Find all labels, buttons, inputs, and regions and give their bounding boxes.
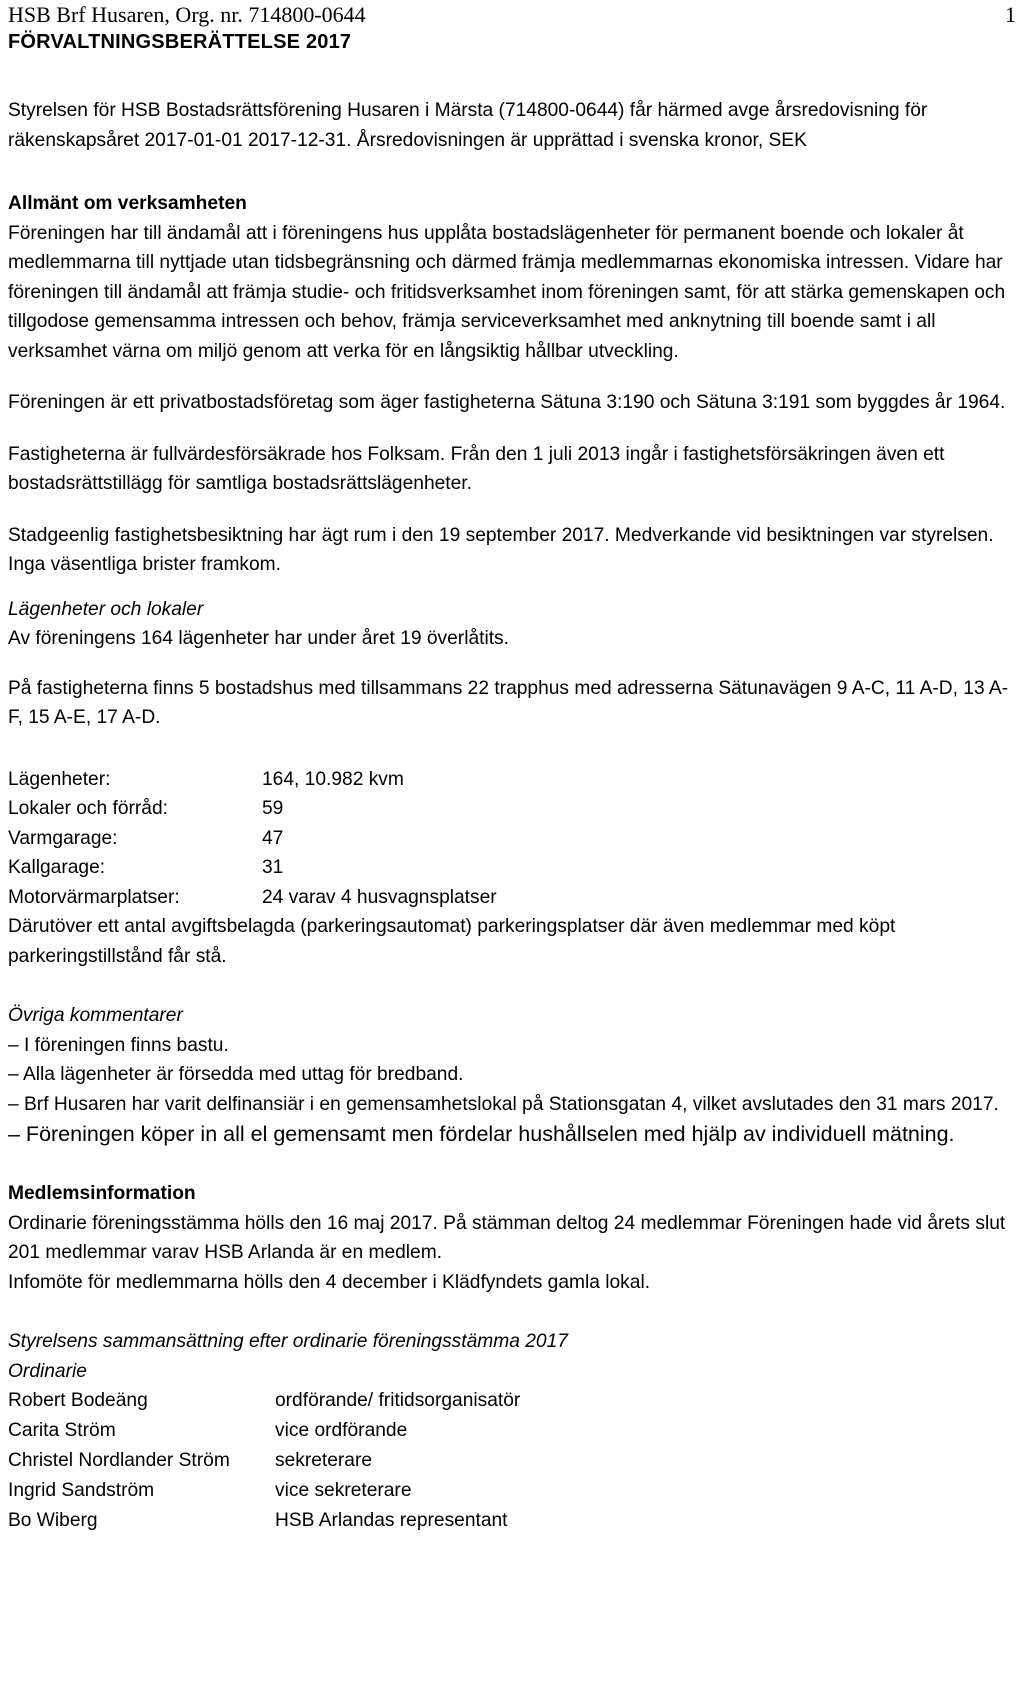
paragraph-adresser: På fastigheterna finns 5 bostadshus med tillsammans 22 trapphus med adresserna Sätunavägen 9 A-C, 11 A-D, 13 A-F, 15 A-E, 17 A-D. [8,677,1009,728]
section-heading-medlemsinformation: Medlemsinformation [8,1183,196,1204]
member-name: Bo Wiberg [8,1510,98,1531]
stat-label: Kallgarage: [8,857,106,878]
stat-value: 47 [262,827,284,849]
board-member-row [8,1416,1016,1446]
stat-row [8,883,1016,913]
page-number: 1 [1005,2,1016,27]
paragraph-infomote: Infomöte för medlemmarna hölls den 4 december i Klädfyndets gamla lokal. [8,1271,651,1293]
paragraph-andamal: Föreningen har till ändamål att i föreningens hus upplåta bostadslägenheter för permanent boende och lokaler åt medlemmarna till nyttjade utan tidsbegränsning och därmed främja medlemmarnas ekonomiska intressen. Vidare har föreningen till ändamål att främja studie- och fritidsverksamhet inom föreningen samt, för att stärka gemenskapen och tillgodose gemensamma intressen och behov, främja serviceverksamhet med anknytning till boende samt i all verksamhet värna om miljö genom att verka för en långsiktig hållbar utveckling. [8,222,1006,362]
member-name: Ingrid Sandström [8,1480,155,1501]
report-title: FÖRVALTNINGSBERÄTTELSE 2017 [8,31,352,53]
stat-label: Varmgarage: [8,827,118,849]
board-member-row [8,1386,1016,1416]
section-heading-styrelse: Styrelsens sammansättning efter ordinarie föreningsstämma 2017 [8,1331,568,1352]
stat-row [8,824,1016,854]
member-name: Robert Bodeäng [8,1390,148,1411]
section-heading-lagenheter: Lägenheter och lokaler [8,598,204,620]
list-item: – Alla lägenheter är försedda med uttag för bredband. [8,1064,464,1085]
list-item: – I föreningen finns bastu. [8,1034,229,1056]
board-members [8,1386,1016,1536]
paragraph-parkering: Därutöver ett antal avgiftsbelagda (parkeringsautomat) parkeringsplatser där även medlemmar med köpt parkeringstillstånd får stå. [8,916,896,967]
stat-value: 59 [262,798,284,819]
stat-row [8,853,1016,883]
member-role: sekreterare [275,1450,373,1471]
member-name: Christel Nordlander Ström [8,1450,230,1471]
org-line: HSB Brf Husaren, Org. nr. 714800-0644 [8,2,366,27]
stat-value: 31 [262,857,284,878]
board-member-row [8,1506,1016,1536]
member-role: vice sekreterare [275,1480,412,1501]
board-member-row [8,1446,1016,1476]
member-role: HSB Arlandas representant [275,1510,508,1531]
comment-list [8,1031,1016,1150]
property-stats [8,765,1016,913]
member-name: Carita Ström [8,1420,116,1441]
intro-paragraph: Styrelsen för HSB Bostadsrättsförening Husaren i Märsta (714800-0644) får härmed avge årsredovisning för räkenskapsåret 2017-01-01 2017-12-31. Årsredovisningen är upprättad i svenska kronor, SEK [8,100,928,151]
stat-label: Lägenheter: [8,768,111,790]
stat-label: Lokaler och förråd: [8,798,168,819]
page-header [8,2,1016,28]
stat-row [8,794,1016,824]
subheading-ordinarie: Ordinarie [8,1360,87,1382]
list-item: – Brf Husaren har varit delfinansiär i en gemensamhetslokal på Stationsgatan 4, vilket avslutades den 31 mars 2017. [8,1093,999,1115]
paragraph-fastigheter: Föreningen är ett privatbostadsföretag som äger fastigheterna Sätuna 3:190 och Sätuna 3:191 som byggdes år 1964. [8,392,1006,413]
stat-value: 24 varav 4 husvagnsplatser [262,886,497,908]
stat-label: Motorvärmarplatser: [8,886,180,908]
section-heading-kommentarer: Övriga kommentarer [8,1005,183,1026]
stat-row [8,765,1016,795]
member-role: ordförande/ fritidsorganisatör [275,1390,521,1411]
paragraph-besiktning: Stadgeenlig fastighetsbesiktning har ägt rum i den 19 september 2017. Medverkande vid besiktningen var styrelsen. Inga väsentliga brister framkom. [8,524,994,575]
member-role: vice ordförande [275,1420,408,1441]
paragraph-forsakring: Fastigheterna är fullvärdesförsäkrade hos Folksam. Från den 1 juli 2013 ingår i fastighetsförsäkringen även ett bostadsrättstillägg för samtliga bostadsrättslägenheter. [8,443,945,494]
stat-value: 164, 10.982 kvm [262,768,404,790]
section-heading-verksamheten: Allmänt om verksamheten [8,193,247,214]
paragraph-overlatelser: Av föreningens 164 lägenheter har under året 19 överlåtits. [8,628,509,649]
paragraph-stamma: Ordinarie föreningsstämma hölls den 16 maj 2017. På stämman deltog 24 medlemmar Föreningen hade vid årets slut 201 medlemmar varav HSB Arlanda är en medlem. [8,1212,1006,1263]
board-member-row [8,1476,1016,1506]
list-item: – Föreningen köper in all el gemensamt men fördelar hushållselen med hjälp av individuell mätning. [8,1122,955,1146]
